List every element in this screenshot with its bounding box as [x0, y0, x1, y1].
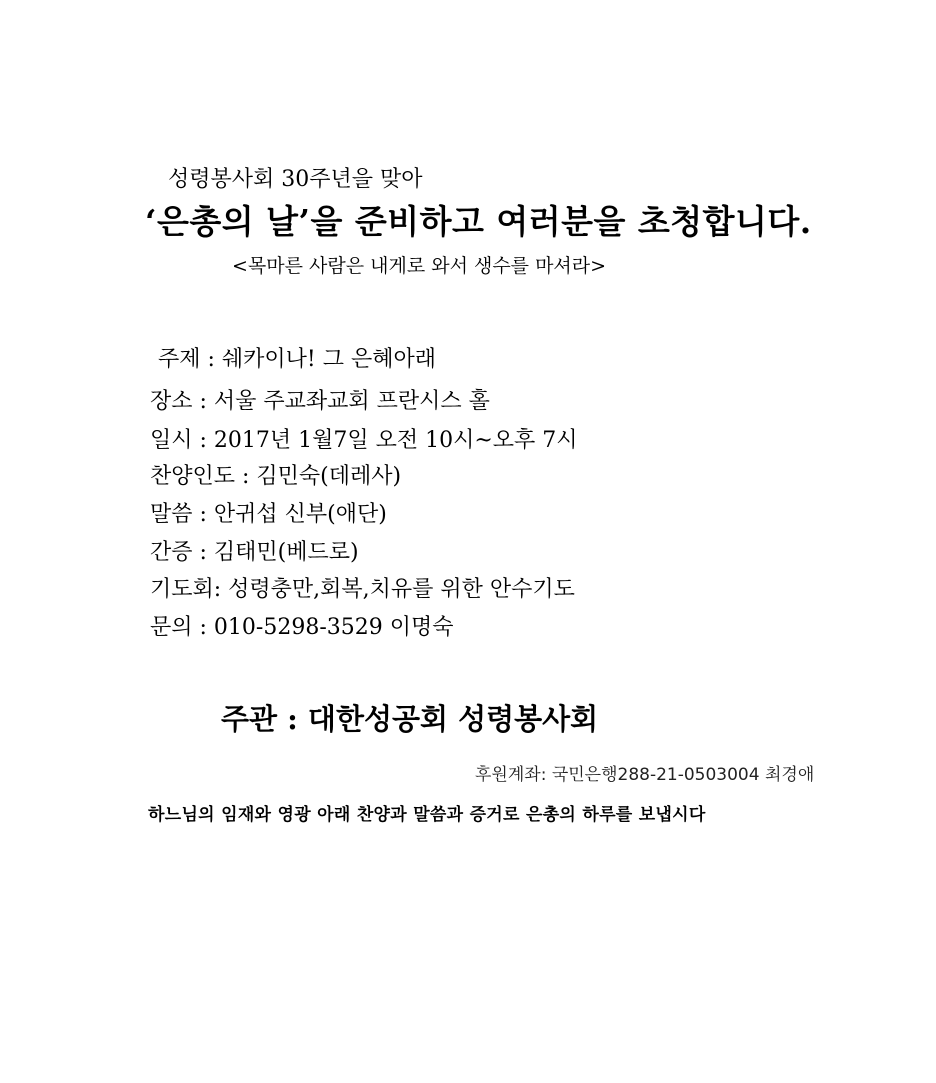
detail-contact: 문의 : 010-5298-3529 이명숙 [150, 615, 454, 640]
detail-sermon: 말씀 : 안귀섭 신부(애단) [150, 502, 387, 527]
detail-theme: 주제 : 쉐카이나! 그 은혜아래 [158, 347, 436, 372]
closing-message: 하느님의 임재와 영광 아래 찬양과 말씀과 증거로 은총의 하루를 보냅시다 [148, 805, 706, 825]
detail-venue: 장소 : 서울 주교좌교회 프란시스 홀 [150, 389, 490, 414]
host-organization: 주관 : 대한성공회 성령봉사회 [221, 702, 599, 736]
invitation-headline: ‘은총의 날’을 준비하고 여러분을 초청합니다. [145, 202, 812, 241]
detail-prayer-meeting: 기도회: 성령충만,회복,치유를 위한 안수기도 [150, 577, 575, 602]
scripture-verse: <목마른 사람은 내게로 와서 생수를 마셔라> [232, 255, 607, 277]
donation-account: 후원계좌: 국민은행288-21-0503004 최경애 [475, 765, 815, 785]
detail-worship-leader: 찬양인도 : 김민숙(데레사) [150, 464, 402, 489]
detail-datetime: 일시 : 2017년 1월7일 오전 10시~오후 7시 [150, 428, 578, 453]
anniversary-intro: 성령봉사회 30주년을 맞아 [168, 167, 423, 192]
detail-testimony: 간증 : 김태민(베드로) [150, 540, 359, 565]
